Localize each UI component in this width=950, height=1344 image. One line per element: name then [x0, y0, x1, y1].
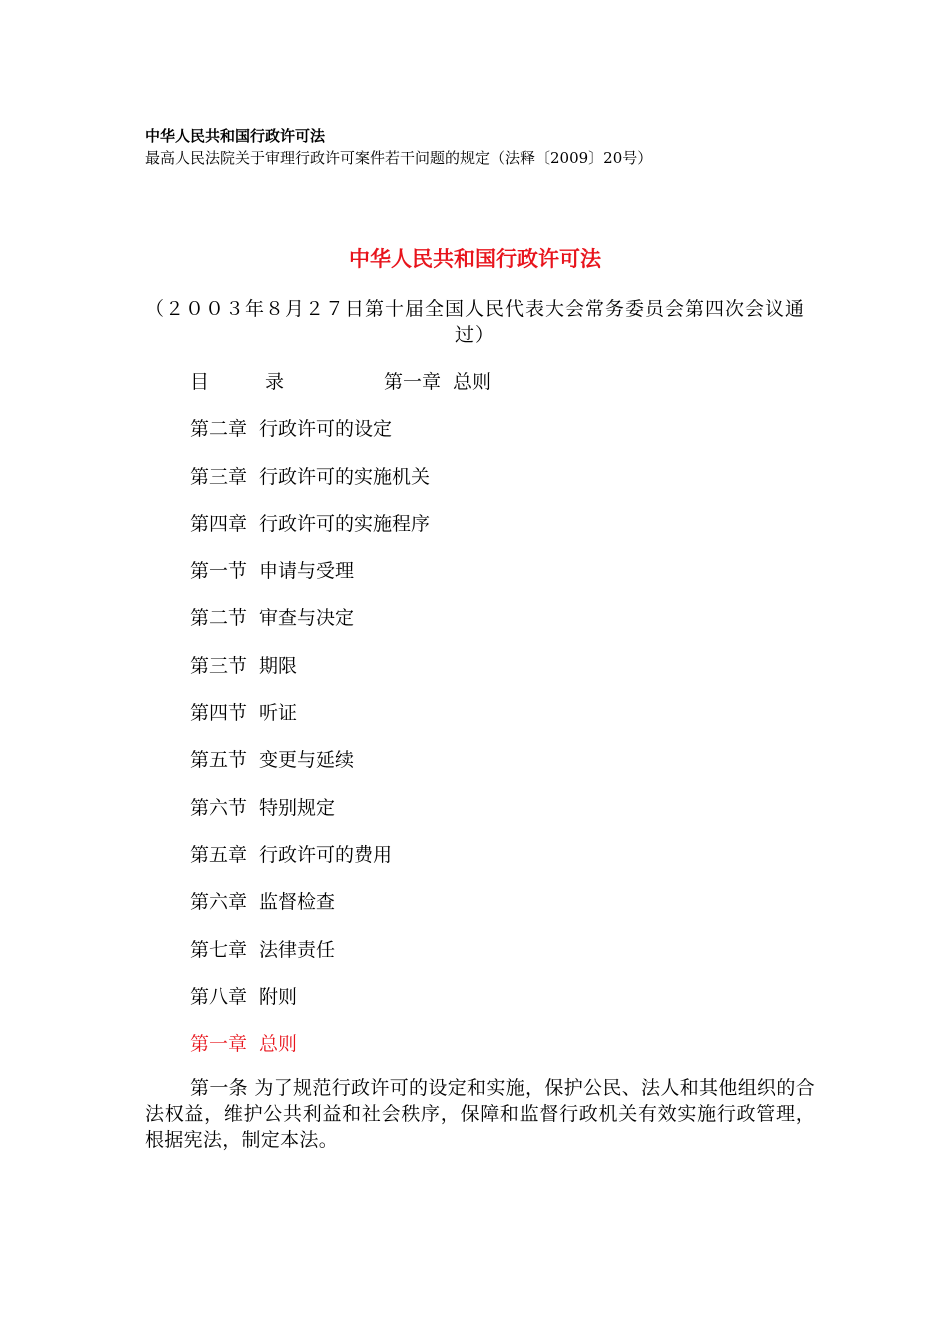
document-header	[145, 126, 845, 170]
toc-item	[190, 982, 830, 1029]
toc-item-num: 第一章	[384, 371, 442, 393]
toc-item-name: 审查与决定	[259, 607, 355, 630]
toc-item	[190, 509, 830, 556]
toc-item-name: 附则	[259, 985, 298, 1008]
toc-item-name: 行政许可的费用	[259, 843, 393, 866]
related-rule-link[interactable]: 最高人民法院关于审理行政许可案件若干问题的规定（法释〔2009〕20号）	[145, 149, 653, 167]
toc-item	[190, 793, 830, 840]
toc-item-name: 监督检查	[259, 891, 336, 914]
toc-item-name: 行政许可的实施机关	[259, 465, 431, 488]
toc-item	[190, 887, 830, 934]
law-title-link[interactable]: 中华人民共和国行政许可法	[145, 127, 326, 145]
toc-item-name: 行政许可的设定	[259, 418, 393, 441]
toc-item-name: 变更与延续	[259, 749, 355, 772]
toc-item-name: 行政许可的实施程序	[259, 512, 431, 535]
toc-item	[190, 745, 830, 792]
toc-item	[190, 556, 830, 603]
toc-item-name: 法律责任	[259, 938, 336, 961]
toc-item-num: 第七章	[190, 938, 248, 961]
toc-item-num: 第一节	[190, 560, 248, 583]
chapter-name: 总则	[259, 1033, 298, 1056]
toc-item-name: 特别规定	[259, 796, 336, 819]
main-title: 中华人民共和国行政许可法	[349, 247, 601, 271]
toc-item-num: 第二章	[190, 418, 248, 441]
toc-item	[190, 462, 830, 509]
toc-item-name: 期限	[259, 654, 298, 677]
toc-item-name: 申请与受理	[259, 560, 355, 583]
toc-item	[190, 935, 830, 982]
toc-item-num: 第六节	[190, 796, 248, 819]
toc-item-num: 第五节	[190, 749, 248, 772]
toc-heading-lu: 录	[265, 371, 285, 393]
toc-item-num: 第四章	[190, 512, 248, 535]
toc-item-name: 总则	[453, 371, 492, 393]
adoption-note: （２００３年８月２７日第十届全国人民代表大会常务委员会第四次会议通过）	[145, 298, 806, 346]
chapter-heading	[190, 1029, 830, 1076]
toc-heading-row	[190, 367, 830, 414]
chapter-number: 第一章	[190, 1033, 248, 1056]
toc-item	[190, 840, 830, 887]
toc-item-num: 第六章	[190, 891, 248, 914]
toc-item	[190, 414, 830, 461]
toc-item-num: 第四节	[190, 702, 248, 725]
toc-item-num: 第三章	[190, 465, 248, 488]
toc-item	[190, 651, 830, 698]
table-of-contents	[190, 367, 830, 1076]
toc-item-num: 第八章	[190, 985, 248, 1008]
toc-item-num: 第五章	[190, 843, 248, 866]
toc-item-num: 第二节	[190, 607, 248, 630]
toc-item	[190, 603, 830, 650]
toc-heading-mu: 目	[190, 371, 210, 393]
toc-item	[190, 698, 830, 745]
toc-item-name: 听证	[259, 702, 298, 725]
article-1: 第一条 为了规范行政许可的设定和实施，保护公民、法人和其他组织的合法权益，维护公共利益和社会秩序，保障和监督行政机关有效实施行政管理，根据宪法，制定本法。	[145, 1077, 815, 1151]
toc-item-num: 第三节	[190, 654, 248, 677]
